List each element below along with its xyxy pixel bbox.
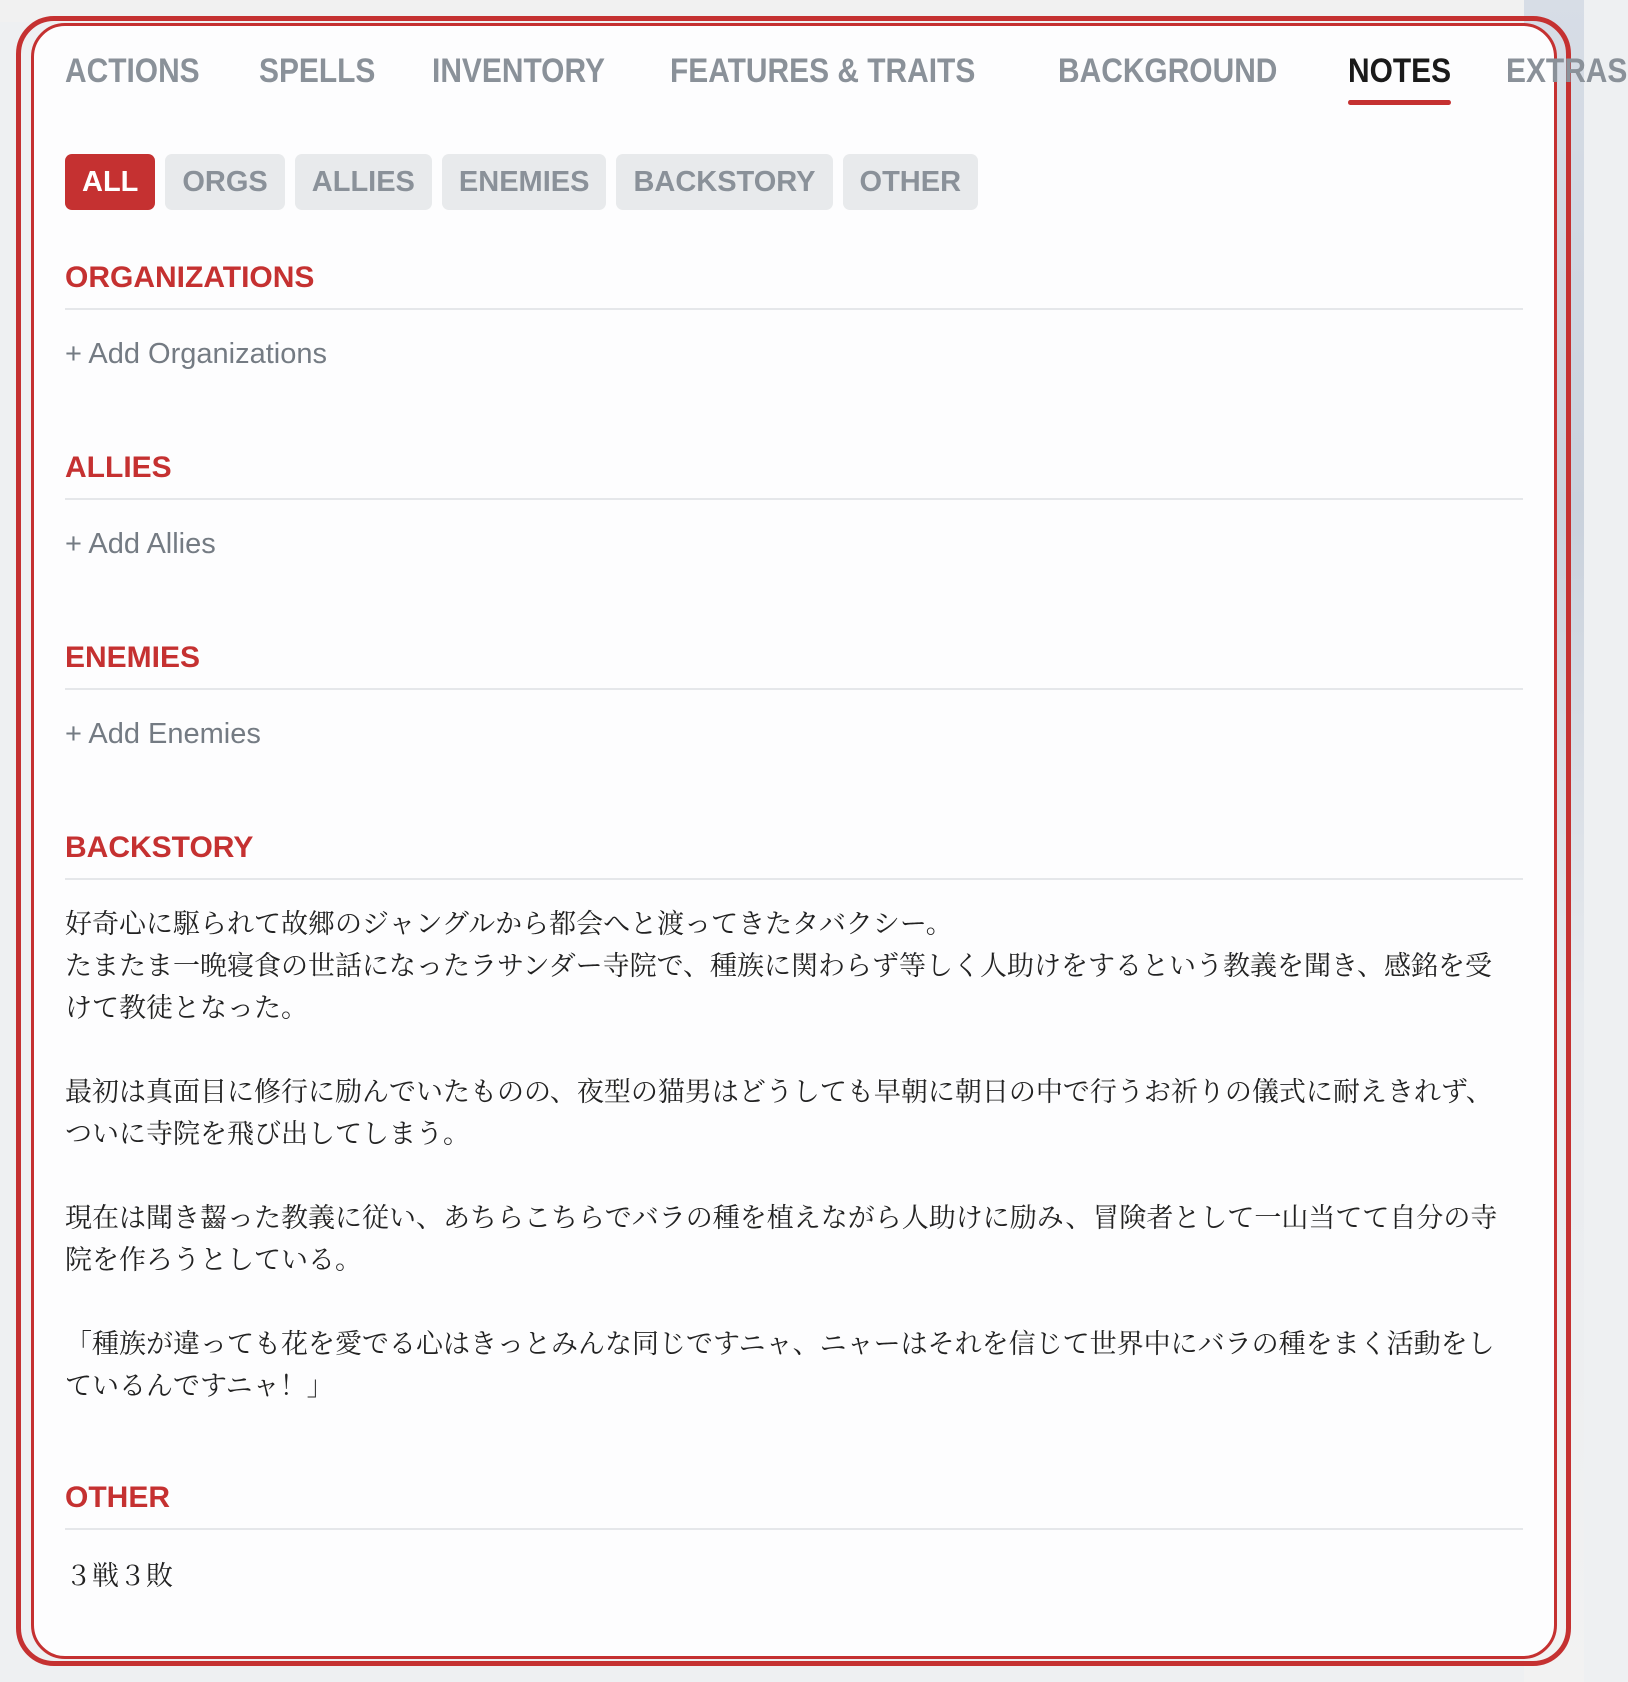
tab-spells[interactable]: SPELLS xyxy=(259,52,376,90)
divider xyxy=(65,878,1523,880)
tab-extras[interactable]: EXTRAS xyxy=(1506,52,1628,90)
backstory-paragraph: 現在は聞き齧った教義に従い、あちらこちらでバラの種を植えながら人助けに励み、冒険者として一山当てて自分の寺院を作ろうとしている。 xyxy=(65,1203,1498,1276)
tab-background[interactable]: BACKGROUND xyxy=(1057,52,1278,90)
filter-other[interactable]: OTHER xyxy=(843,154,979,210)
section-backstory xyxy=(65,828,1523,1408)
filter-backstory[interactable]: BACKSTORY xyxy=(616,154,832,210)
divider xyxy=(65,1528,1523,1530)
tab-notes[interactable]: NOTES xyxy=(1348,40,1451,91)
divider xyxy=(65,308,1523,310)
add-enemies-link[interactable]: + Add Enemies xyxy=(65,718,261,750)
divider xyxy=(65,498,1523,500)
section-title: ORGANIZATIONS xyxy=(65,261,315,294)
other-text[interactable]: ３戦３敗 xyxy=(65,1561,173,1592)
section-title: BACKSTORY xyxy=(65,831,254,864)
filter-enemies[interactable]: ENEMIES xyxy=(442,154,607,210)
backstory-paragraph: 「種族が違っても花を愛でる心はきっとみんな同じですニャ、ニャーはそれを信じて世界中にバラの種をまく活動をしているんですニャ！」 xyxy=(65,1329,1495,1402)
section-allies xyxy=(65,448,1523,561)
backstory-paragraph: 最初は真面目に修行に励んでいたものの、夜型の猫男はどうしても早朝に朝日の中で行うお祈りの儀式に耐えきれず、ついに寺院を飛び出してしまう。 xyxy=(65,1077,1493,1150)
filter-allies[interactable]: ALLIES xyxy=(295,154,432,210)
filter-all[interactable]: ALL xyxy=(65,154,155,210)
notes-panel xyxy=(65,40,1628,1592)
add-allies-link[interactable]: + Add Allies xyxy=(65,528,216,560)
section-title: ALLIES xyxy=(65,451,172,484)
notes-filter-bar xyxy=(65,154,1523,210)
tab-actions[interactable]: ACTIONS xyxy=(65,52,200,90)
add-organizations-link[interactable]: + Add Organizations xyxy=(65,338,327,370)
tab-inventory[interactable]: INVENTORY xyxy=(432,52,606,90)
tab-features-traits[interactable]: FEATURES & TRAITS xyxy=(669,52,976,90)
section-title: OTHER xyxy=(65,1481,170,1514)
backstory-paragraph: 好奇心に駆られて故郷のジャングルから都会へと渡ってきたタバクシー。 たまたま一晩寝食の世話になったラサンダー寺院で、種族に関わらず等しく人助けをするという教義を聞き、感銘を受けて教徒となった。 xyxy=(65,909,1492,1024)
main-tabs xyxy=(65,40,1628,120)
backstory-text[interactable] xyxy=(65,904,1515,1408)
section-enemies xyxy=(65,638,1523,751)
section-organizations xyxy=(65,258,1523,371)
filter-orgs[interactable]: ORGS xyxy=(165,154,284,210)
section-title: ENEMIES xyxy=(65,641,201,674)
section-other xyxy=(65,1478,1523,1598)
divider xyxy=(65,688,1523,690)
